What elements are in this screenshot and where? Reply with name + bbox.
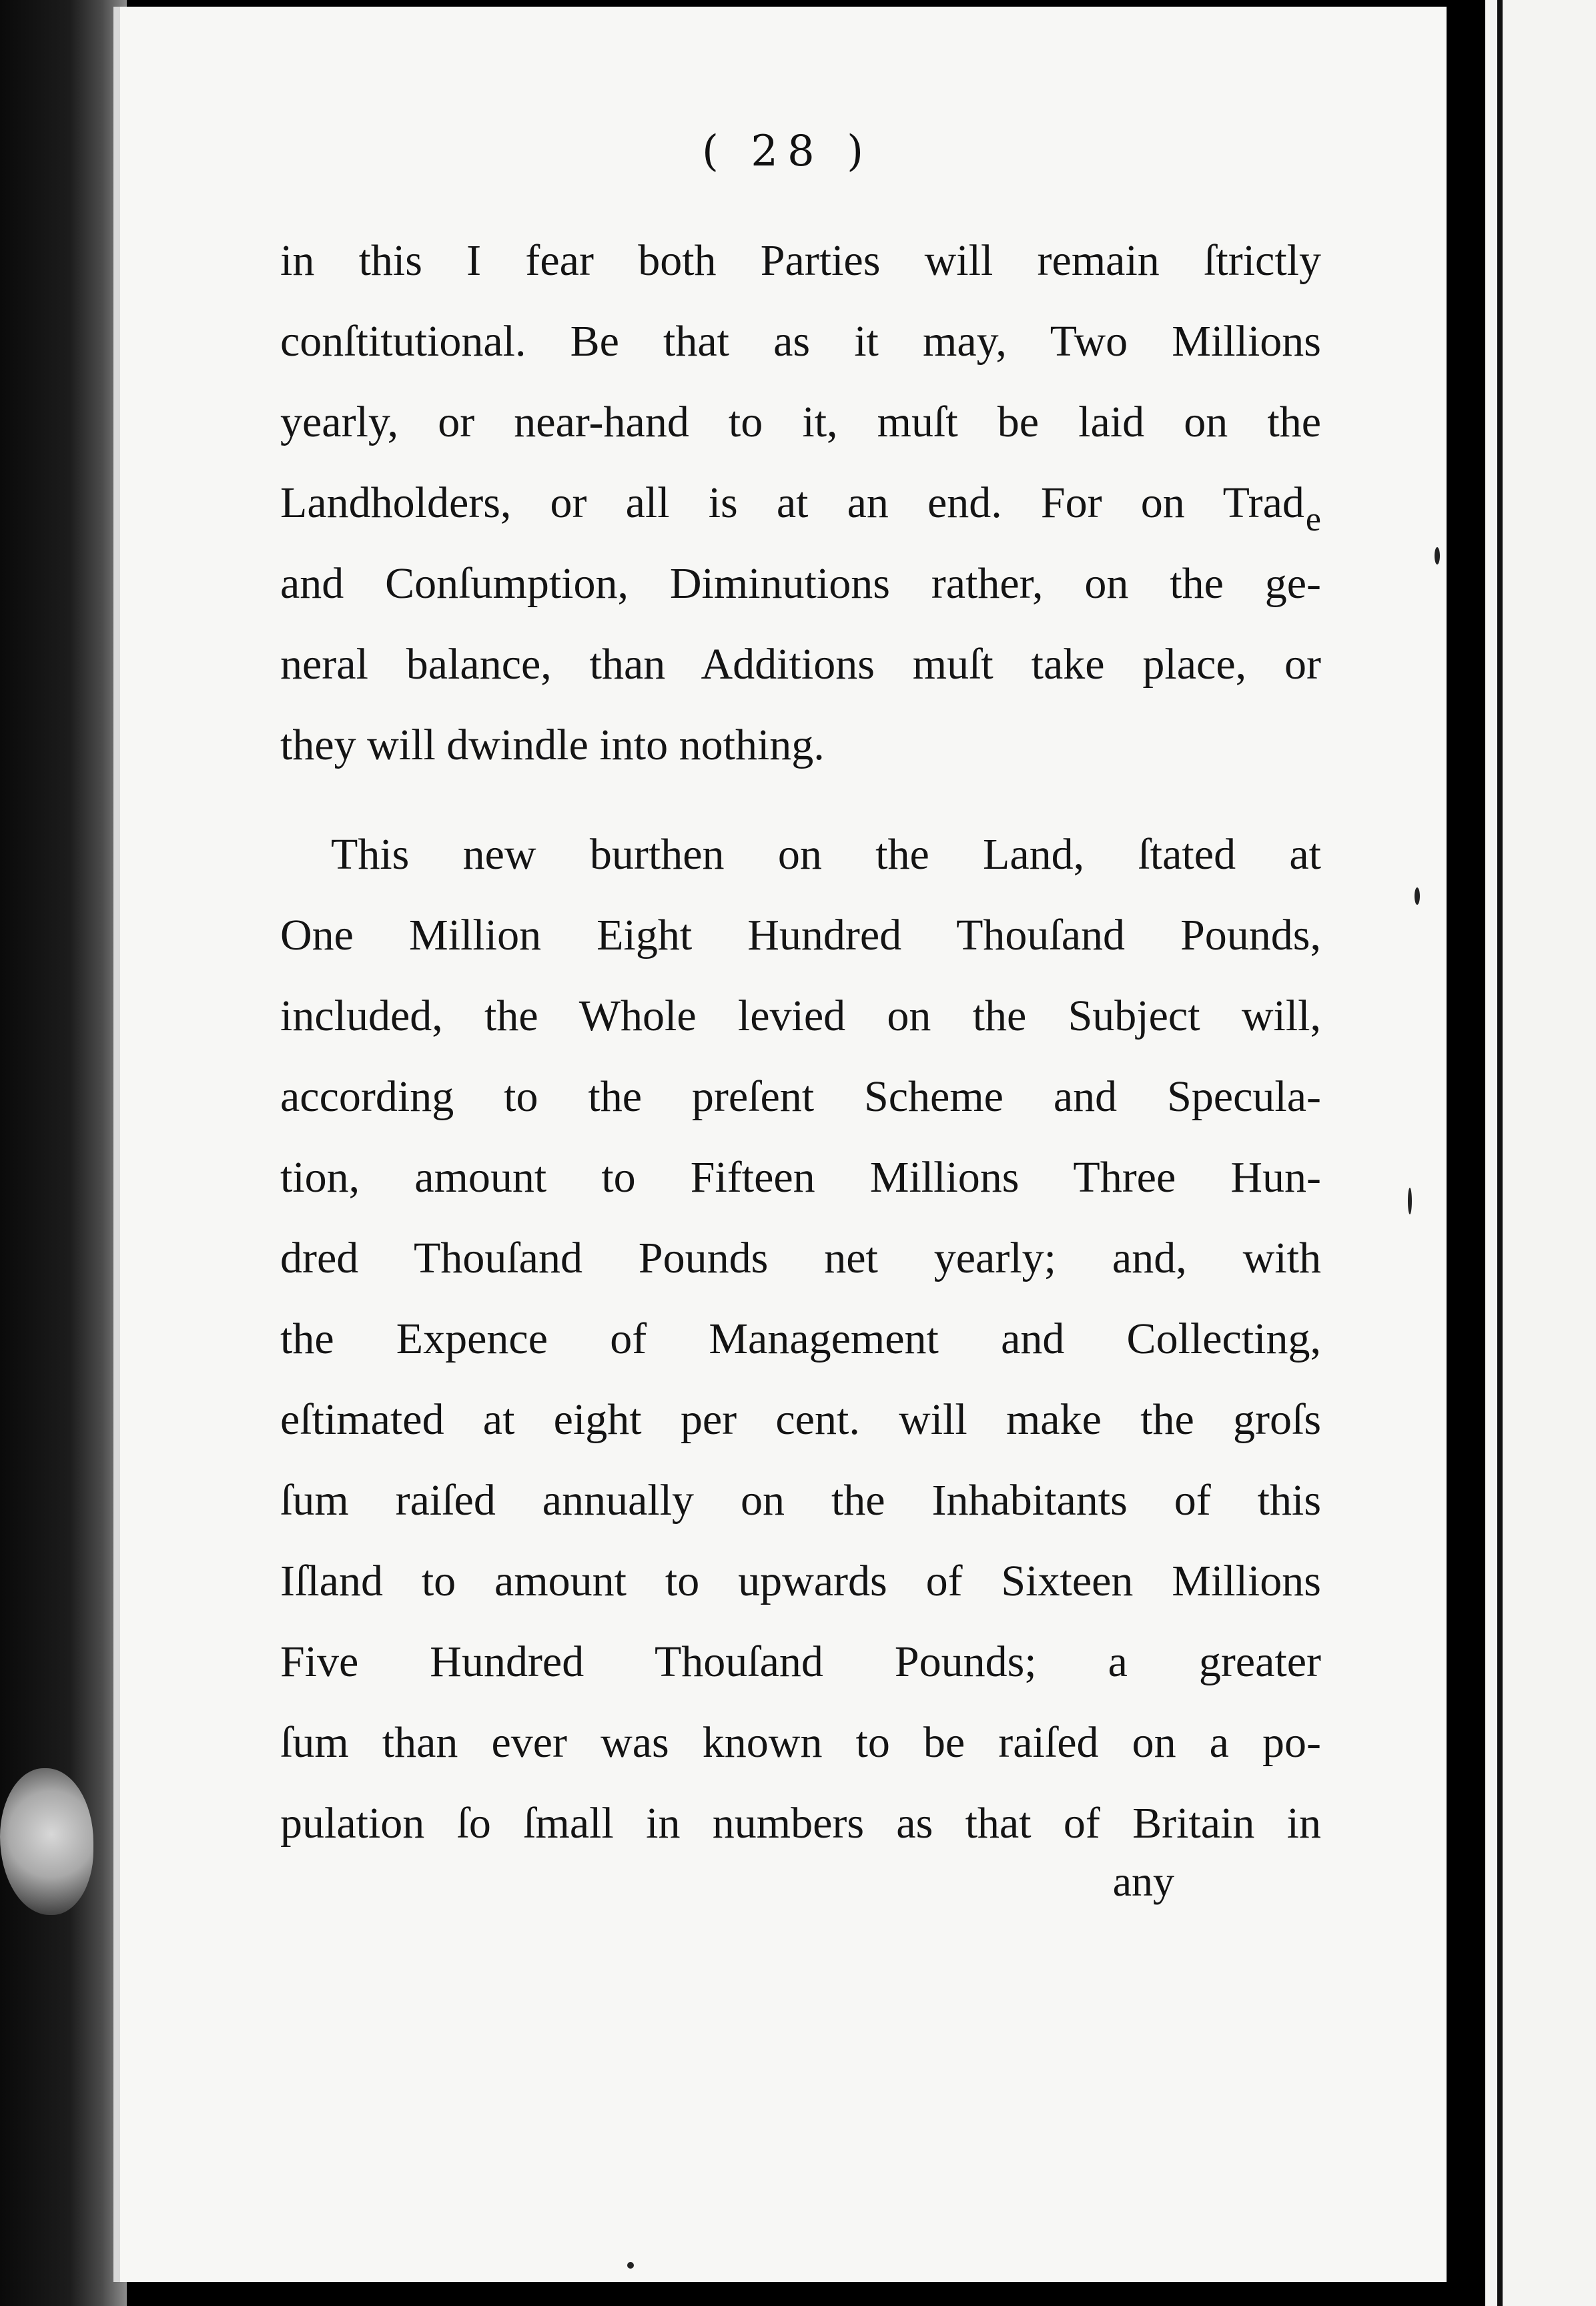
catchword: any	[1112, 1858, 1174, 1905]
text-line: the Expence of Management and Collecting,	[280, 1314, 1321, 1363]
text-line: Five Hundred Thouſand Pounds; a greater	[280, 1637, 1321, 1686]
text-line: included, the Whole levied on the Subject will,	[280, 992, 1321, 1040]
text-line: yearly, or near-hand to it, muſt be laid on the	[280, 398, 1321, 446]
text-line: neral balance, than Additions muſt take place, or	[280, 640, 1321, 689]
text-line: One Million Eight Hundred Thouſand Pounds,	[280, 911, 1321, 959]
text-line: in this I fear both Parties will remain ſtrictly	[280, 236, 1321, 285]
text-line: Landholders, or all is at an end. For on Trad	[280, 478, 1304, 527]
text-line: eſtimated at eight per cent. will make the groſs	[280, 1395, 1321, 1444]
text-line: ſum than ever was known to be raiſed on a po-	[280, 1718, 1321, 1767]
book-page	[113, 7, 1448, 2282]
ink-speck	[1408, 1188, 1412, 1214]
text-line: ſum raiſed annually on the Inhabitants of this	[280, 1476, 1321, 1525]
text-line: dred Thouſand Pounds net yearly; and, with	[280, 1234, 1321, 1282]
text-line: they will dwindle into nothing.	[280, 721, 825, 769]
ink-speck	[627, 2262, 634, 2269]
text-line: conſtitutional. Be that as it may, Two Millions	[280, 317, 1321, 366]
text-line: pulation ſo ſmall in numbers as that of Britain in	[280, 1799, 1321, 1848]
paragraph-2	[280, 814, 1321, 1864]
page-number: ( 28 )	[701, 127, 873, 176]
text-line: and Conſumption, Diminutions rather, on the ge-	[280, 559, 1321, 608]
ink-speck	[1435, 547, 1440, 564]
paragraph-1	[280, 220, 1321, 785]
text-line: This new burthen on the Land, ſtated at	[331, 830, 1321, 879]
text-line: Iſland to amount to upwards of Sixteen Millions	[280, 1557, 1321, 1605]
page-gutter	[1447, 0, 1485, 2306]
displaced-letter: e	[1305, 500, 1321, 538]
facing-page-edge	[1485, 0, 1596, 2306]
text-line: tion, amount to Fifteen Millions Three Hun-	[280, 1153, 1321, 1202]
text-line-with-displaced-letter	[280, 462, 1321, 543]
ink-speck	[1415, 887, 1420, 905]
text-line: according to the preſent Scheme and Specula-	[280, 1072, 1321, 1121]
binding-shadow	[0, 0, 127, 2306]
page-divider	[1497, 0, 1503, 2306]
